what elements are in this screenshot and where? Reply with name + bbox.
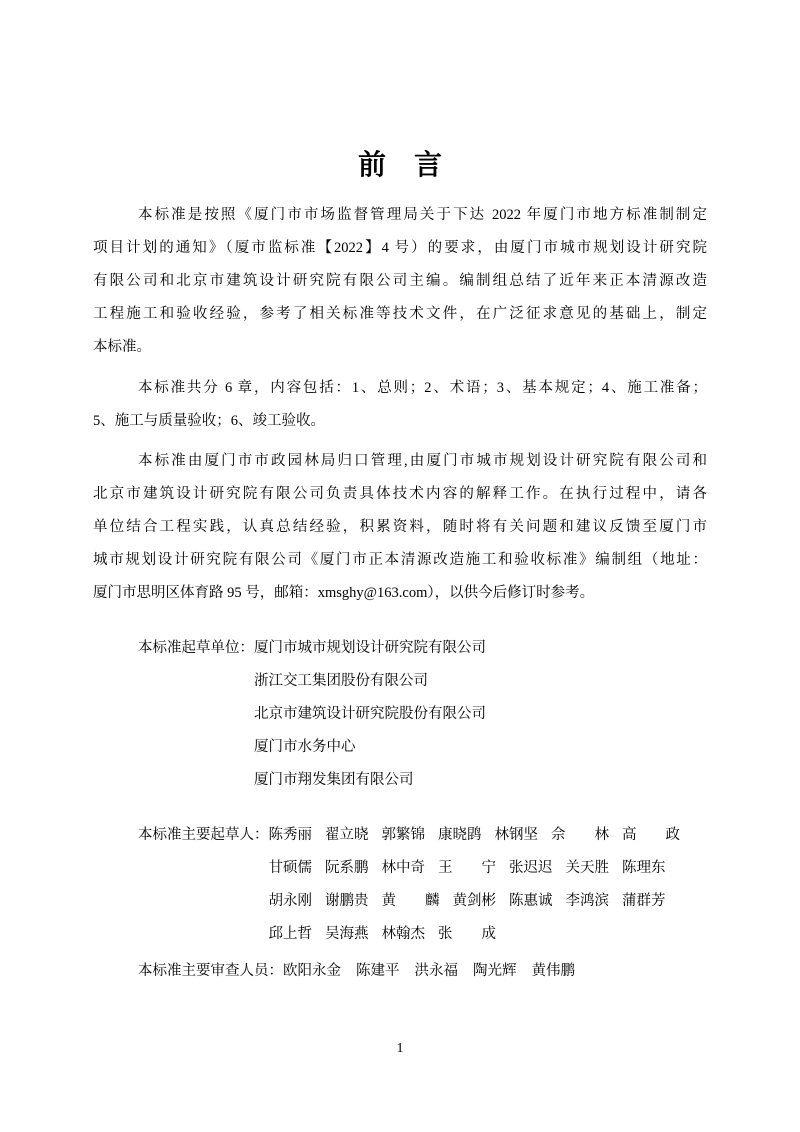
drafter-name: 邱上哲 <box>268 926 312 942</box>
paragraph-management <box>93 445 707 610</box>
drafter-name: 陈惠诚 <box>509 893 553 909</box>
reviewer-name: 黄伟鹏 <box>531 963 575 979</box>
paragraph-line: 有限公司和北京市建筑设计研究院有限公司主编。编制组总结了近年来正本清源改造 <box>93 273 707 289</box>
drafter-name: 陈理东 <box>622 860 666 876</box>
drafter-name: 张 成 <box>438 926 496 942</box>
drafter-name: 郭繁锦 <box>381 827 425 843</box>
drafter-name: 高 政 <box>622 827 680 843</box>
reviewer-name: 陈建平 <box>356 963 400 979</box>
paragraph-line: 项目计划的通知》（厦市监标准【2022】4 号）的要求，由厦门市城市规划设计研究院 <box>93 240 707 256</box>
paragraph-line: 厦门市思明区体育路 95 号，邮箱：xmsghy@163.com），以供今后修订时参考。 <box>93 585 595 601</box>
drafter-name: 黄 麟 <box>381 893 440 909</box>
reviewers-section <box>93 955 707 988</box>
reviewer-name: 欧阳永金 <box>283 963 341 979</box>
paragraph-line: 北京市建筑设计研究院有限公司负责具体技术内容的解释工作。在执行过程中，请各 <box>93 486 707 502</box>
drafters-section <box>93 819 707 951</box>
reviewers-label: 本标准主要审查人员： <box>138 963 283 979</box>
reviewer-name: 洪永福 <box>414 963 458 979</box>
drafter-name: 张迟迟 <box>509 860 553 876</box>
page-number: 1 <box>396 1041 404 1056</box>
paragraph-chapters <box>93 372 707 438</box>
drafter-name: 佘 林 <box>551 827 609 843</box>
paragraph-line: 本标准是按照《厦门市市场监督管理局关于下达 2022 年厦门市地方标准制制定 <box>138 207 707 223</box>
reviewers-row <box>283 955 707 988</box>
page-title: 前 言 <box>357 150 442 181</box>
drafter-name: 吴海燕 <box>325 926 369 942</box>
drafter-name: 林中奇 <box>381 860 425 876</box>
drafter-name: 李鸿滨 <box>565 893 609 909</box>
paragraph-line: 本标准。 <box>93 339 151 355</box>
drafter-name: 翟立晓 <box>325 827 369 843</box>
paragraph-line: 本标准由厦门市市政园林局归口管理,由厦门市城市规划设计研究院有限公司和 <box>138 453 707 469</box>
paragraph-line: 本标准共分 6 章，内容包括：1、总则；2、术语；3、基本规定；4、施工准备； <box>138 380 707 396</box>
drafter-name: 关天胜 <box>565 860 609 876</box>
drafter-name: 黄剑彬 <box>452 893 496 909</box>
drafting-units-list <box>254 632 707 797</box>
drafters-row <box>269 885 708 918</box>
drafter-name: 陈秀丽 <box>268 827 312 843</box>
drafter-name: 康晓鹍 <box>438 827 482 843</box>
drafters-list <box>269 819 708 951</box>
drafter-name: 胡永刚 <box>268 893 312 909</box>
drafting-unit: 浙江交工集团股份有限公司 <box>254 673 428 689</box>
drafter-name: 蒲群芳 <box>622 893 666 909</box>
drafters-label: 本标准主要起草人： <box>138 827 269 843</box>
reviewers-list <box>283 955 707 988</box>
paragraph-basis <box>93 199 707 364</box>
page-content <box>93 0 707 988</box>
paragraph-line: 城市规划设计研究院有限公司《厦门市正本清源改造施工和验收标准》编制组（地址： <box>93 552 707 568</box>
drafting-unit: 厦门市城市规划设计研究院有限公司 <box>254 640 486 656</box>
drafting-unit: 厦门市翔发集团有限公司 <box>254 772 414 788</box>
paragraph-line: 工程施工和验收经验，参考了相关标准等技术文件，在广泛征求意见的基础上，制定 <box>93 306 707 322</box>
reviewer-name: 陶光辉 <box>473 963 517 979</box>
drafter-name: 谢鹏贵 <box>325 893 369 909</box>
drafting-unit: 北京市建筑设计研究院股份有限公司 <box>254 706 486 722</box>
drafters-row <box>269 852 708 885</box>
paragraph-line: 5、施工与质量验收；6、竣工验收。 <box>93 413 325 429</box>
drafting-units-section <box>93 632 707 797</box>
drafting-unit: 厦门市水务中心 <box>254 739 356 755</box>
drafter-name: 林翰杰 <box>381 926 425 942</box>
drafter-name: 林钢坚 <box>494 827 538 843</box>
drafter-name: 甘硕儒 <box>268 860 312 876</box>
drafters-row <box>269 918 708 951</box>
drafter-name: 阮系鹏 <box>325 860 369 876</box>
paragraph-line: 单位结合工程实践，认真总结经验，积累资料，随时将有关问题和建议反馈至厦门市 <box>93 519 707 535</box>
drafting-units-label: 本标准起草单位： <box>138 640 254 656</box>
drafters-row <box>269 819 708 852</box>
drafter-name: 王 宁 <box>438 860 496 876</box>
